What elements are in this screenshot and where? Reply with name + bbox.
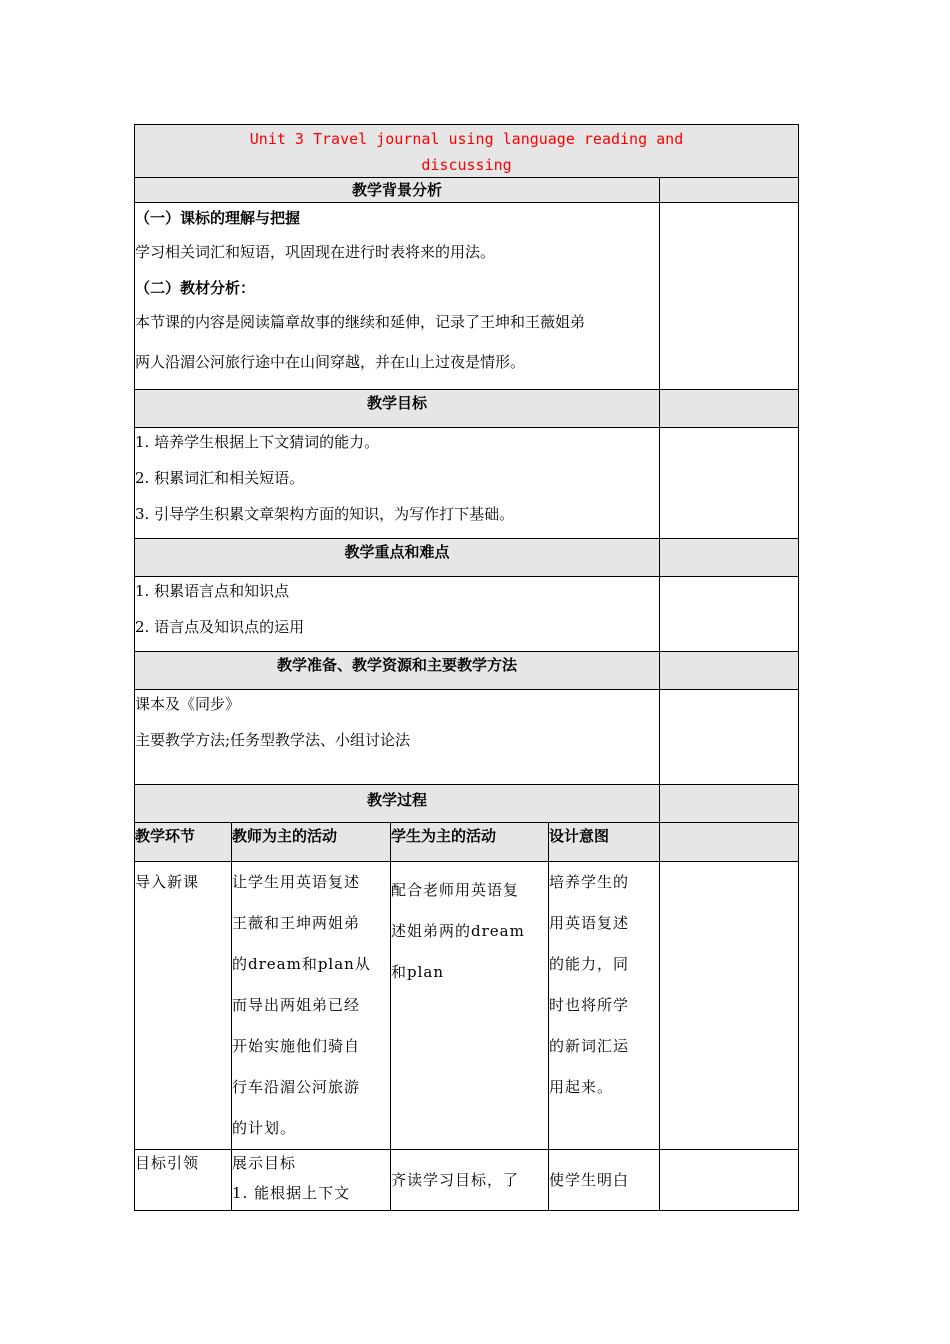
side-cell <box>660 390 799 428</box>
lesson-plan-table <box>134 124 799 1211</box>
stage-label: 导入新课 <box>135 873 200 891</box>
document-title <box>135 125 799 178</box>
column-header-student: 学生为主的活动 <box>391 823 549 862</box>
background-text-1: 学习相关词汇和短语，巩固现在进行时表将来的用法。 <box>135 243 496 261</box>
student-activity-cell <box>391 862 549 1150</box>
section-heading-preparation: 教学准备、教学资源和主要教学方法 <box>135 652 660 690</box>
goal-item: 2. 积累词汇和相关短语。 <box>135 469 305 487</box>
side-cell <box>660 823 799 862</box>
teacher-line: 的dream和plan从 <box>232 955 371 973</box>
student-line: 齐读学习目标，了 <box>391 1171 520 1189</box>
teacher-line: 展示目标 <box>232 1154 297 1172</box>
key-point-item: 1. 积累语言点和知识点 <box>135 582 290 600</box>
intent-line: 的新词汇运 <box>549 1037 630 1055</box>
teacher-line: 的计划。 <box>232 1119 297 1137</box>
stage-cell <box>135 862 232 1150</box>
side-cell <box>660 428 799 539</box>
preparation-line-2: 主要教学方法;任务型教学法、小组讨论法 <box>135 731 411 749</box>
title-line-2: discussing <box>421 156 512 174</box>
goal-item: 3. 引导学生积累文章架构方面的知识，为写作打下基础。 <box>135 505 515 523</box>
column-header-stage: 教学环节 <box>135 823 232 862</box>
section-heading-key-points: 教学重点和难点 <box>135 539 660 577</box>
intent-line: 使学生明白 <box>549 1171 630 1189</box>
side-cell <box>660 652 799 690</box>
intent-cell <box>549 1150 660 1211</box>
intent-line: 用起来。 <box>549 1078 614 1096</box>
preparation-line-1: 课本及《同步》 <box>135 695 241 713</box>
side-cell <box>660 203 799 390</box>
teacher-line: 王薇和王坤两姐弟 <box>232 914 361 932</box>
intent-line: 用英语复述 <box>549 914 630 932</box>
side-cell <box>660 539 799 577</box>
teacher-activity-cell <box>232 1150 391 1211</box>
section-heading-background: 教学背景分析 <box>135 178 660 203</box>
side-cell <box>660 690 799 785</box>
key-points-content <box>135 577 660 652</box>
intent-line: 培养学生的 <box>549 873 630 891</box>
column-header-intent: 设计意图 <box>549 823 660 862</box>
background-subheading-2: （二）教材分析： <box>135 279 256 297</box>
intent-line: 的能力，同 <box>549 955 630 973</box>
student-line: 配合老师用英语复 <box>391 881 520 899</box>
section-heading-goals: 教学目标 <box>135 390 660 428</box>
section-heading-process: 教学过程 <box>135 785 660 823</box>
stage-label: 目标引领 <box>135 1154 200 1172</box>
intent-line: 时也将所学 <box>549 996 630 1014</box>
goals-content <box>135 428 660 539</box>
side-cell <box>660 178 799 203</box>
side-cell <box>660 1150 799 1211</box>
background-text-2a: 本节课的内容是阅读篇章故事的继续和延伸，记录了王坤和王薇姐弟 <box>135 313 586 331</box>
intent-cell <box>549 862 660 1150</box>
column-header-teacher: 教师为主的活动 <box>232 823 391 862</box>
student-line: 和plan <box>391 963 445 981</box>
preparation-content <box>135 690 660 785</box>
side-cell <box>660 785 799 823</box>
teacher-line: 让学生用英语复述 <box>232 873 361 891</box>
student-line: 述姐弟两的dream <box>391 922 525 940</box>
background-text-2b: 两人沿湄公河旅行途中在山间穿越，并在山上过夜是情形。 <box>135 353 526 371</box>
side-cell <box>660 577 799 652</box>
teacher-line: 行车沿湄公河旅游 <box>232 1078 361 1096</box>
background-subheading-1: （一）课标的理解与把握 <box>135 209 301 227</box>
teacher-line: 开始实施他们骑自 <box>232 1037 361 1055</box>
stage-cell <box>135 1150 232 1211</box>
student-activity-cell <box>391 1150 549 1211</box>
goal-item: 1. 培养学生根据上下文猜词的能力。 <box>135 433 380 451</box>
title-line-1: Unit 3 Travel journal using language reading and <box>249 130 684 148</box>
teacher-line: 而导出两姐弟已经 <box>232 996 361 1014</box>
key-point-item: 2. 语言点及知识点的运用 <box>135 618 305 636</box>
background-content <box>135 203 660 390</box>
teacher-activity-cell <box>232 862 391 1150</box>
teacher-line: 1. 能根据上下文 <box>232 1184 351 1202</box>
side-cell <box>660 862 799 1150</box>
